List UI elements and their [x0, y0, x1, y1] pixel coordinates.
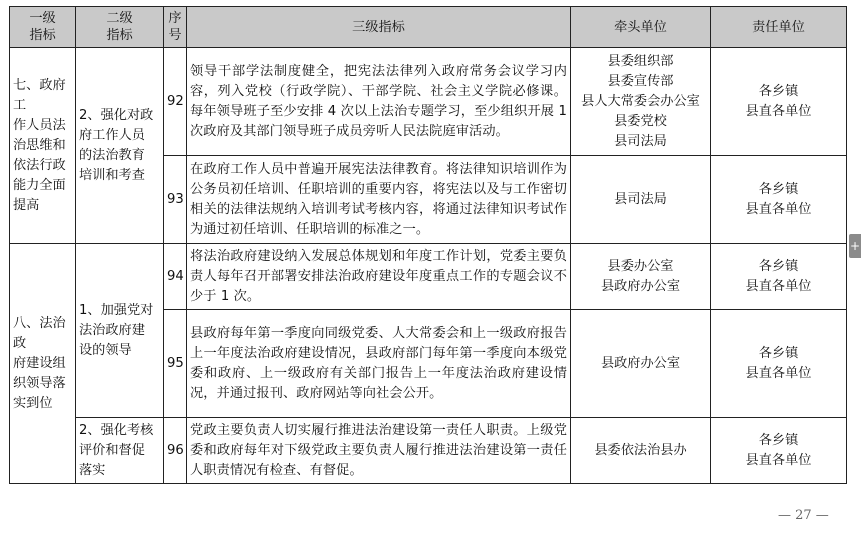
seq-cell: 96 — [164, 418, 187, 484]
table-header-row — [10, 7, 847, 48]
seq-cell: 95 — [164, 310, 187, 418]
lead-unit-cell: 县政府办公室 — [571, 310, 711, 418]
resp-unit-cell: 各乡镇 县直各单位 — [711, 418, 847, 484]
header-level3: 三级指标 — [187, 7, 571, 48]
header-resp-unit: 责任单位 — [711, 7, 847, 48]
seq-cell: 92 — [164, 48, 187, 156]
header-seq: 序 号 — [164, 7, 187, 48]
level2-cell: 2、强化考核 评价和督促 落实 — [76, 418, 164, 484]
lead-unit-cell: 县司法局 — [571, 156, 711, 244]
header-level1: 一级 指标 — [10, 7, 76, 48]
seq-cell: 94 — [164, 244, 187, 310]
table-row — [10, 48, 847, 156]
lead-unit-cell: 县委依法治县办 — [571, 418, 711, 484]
level1-cell: 八、法治政 府建设组 织领导落 实到位 — [10, 244, 76, 484]
document-sheet — [9, 6, 847, 484]
level3-cell: 领导干部学法制度健全，把宪法法律列入政府常务会议学习内容，列入党校（行政学院）、干部学院、社会主义学院必修课。每年领导班子至少安排 4 次以上法治专题学习，至少组织开展 1 次政府及其部门领导班子成员旁听人民法院庭审活动。 — [187, 48, 571, 156]
level1-cell: 七、政府工 作人员法 治思维和 依法行政 能力全面 提高 — [10, 48, 76, 244]
header-lead-unit: 牵头单位 — [571, 7, 711, 48]
level2-cell: 2、强化对政 府工作人员 的法治教育 培训和考查 — [76, 48, 164, 244]
level3-cell: 党政主要负责人切实履行推进法治建设第一责任人职责。上级党委和政府每年对下级党政主要负责人履行推进法治建设第一责任人职责情况有检查、有督促。 — [187, 418, 571, 484]
resp-unit-cell: 各乡镇 县直各单位 — [711, 310, 847, 418]
side-expand-tab[interactable] — [849, 234, 861, 258]
lead-unit-cell: 县委办公室 县政府办公室 — [571, 244, 711, 310]
seq-cell: 93 — [164, 156, 187, 244]
header-level2: 二级 指标 — [76, 7, 164, 48]
table-row — [10, 418, 847, 484]
level3-cell: 县政府每年第一季度向同级党委、人大常委会和上一级政府报告上一年度法治政府建设情况，县政府部门每年第一季度向本级党委和政府、上一级政府有关部门报告上一年度法治政府建设情况，并通过报刊、政府网站等向社会公开。 — [187, 310, 571, 418]
resp-unit-cell: 各乡镇 县直各单位 — [711, 244, 847, 310]
level2-cell: 1、加强党对 法治政府建 设的领导 — [76, 244, 164, 418]
level3-cell: 在政府工作人员中普遍开展宪法法律教育。将法律知识培训作为公务员初任培训、任职培训的重要内容，将宪法以及与工作密切相关的法律法规纳入培训考试考核内容，将通过法律知识考试作为通过初任培训、任职培训的标准之一。 — [187, 156, 571, 244]
plus-icon: + — [849, 239, 861, 253]
page-number: — 27 — — [778, 508, 829, 523]
indicator-table — [9, 6, 847, 484]
resp-unit-cell: 各乡镇 县直各单位 — [711, 156, 847, 244]
lead-unit-cell: 县委组织部 县委宣传部 县人大常委会办公室 县委党校 县司法局 — [571, 48, 711, 156]
resp-unit-cell: 各乡镇 县直各单位 — [711, 48, 847, 156]
table-row — [10, 244, 847, 310]
level3-cell: 将法治政府建设纳入发展总体规划和年度工作计划，党委主要负责人每年召开部署安排法治政府建设年度重点工作的专题会议不少于 1 次。 — [187, 244, 571, 310]
